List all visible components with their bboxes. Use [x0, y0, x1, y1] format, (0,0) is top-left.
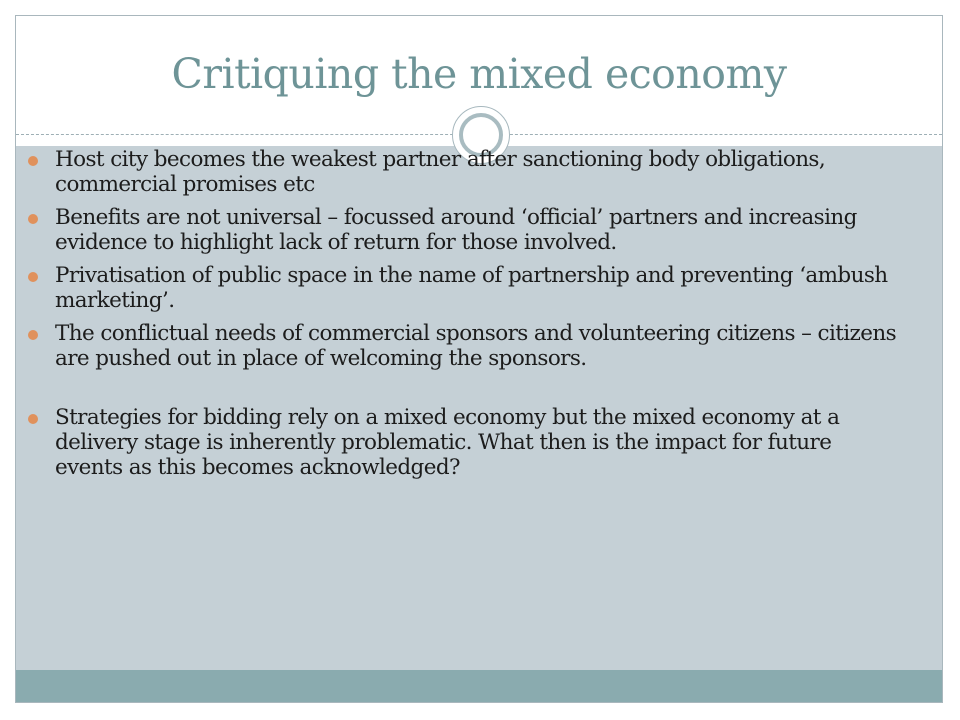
- bullet-item: [55, 147, 900, 197]
- bullet-dot-icon: [28, 156, 38, 166]
- bullet-item: [55, 405, 900, 480]
- bullet-text: Strategies for bidding rely on a mixed economy but the mixed economy at a delivery stage is inherently problematic. What then is the impact for future events as this becomes acknowledged?: [55, 405, 840, 480]
- footer-band: [16, 670, 942, 703]
- bullet-dot-icon: [28, 414, 38, 424]
- slide-title: Critiquing the mixed economy: [171, 50, 787, 98]
- bullet-text: The conflictual needs of commercial sponsors and volunteering citizens – citizens are pushed out in place of welcoming the sponsors.: [55, 321, 897, 371]
- bullet-text: Privatisation of public space in the name of partnership and preventing ‘ambush marketing’.: [55, 263, 888, 313]
- bullet-text: Benefits are not universal – focussed around ‘official’ partners and increasing evidence to highlight lack of return for those involved.: [55, 205, 857, 255]
- bullet-item: [55, 263, 900, 313]
- bullet-item: [55, 205, 900, 255]
- bullet-dot-icon: [28, 214, 38, 224]
- bullet-dot-icon: [28, 272, 38, 282]
- bullet-list: [55, 147, 900, 488]
- bullet-dot-icon: [28, 330, 38, 340]
- bullet-item: [55, 321, 900, 371]
- bullet-text: Host city becomes the weakest partner after sanctioning body obligations, commercial promises etc: [55, 147, 826, 197]
